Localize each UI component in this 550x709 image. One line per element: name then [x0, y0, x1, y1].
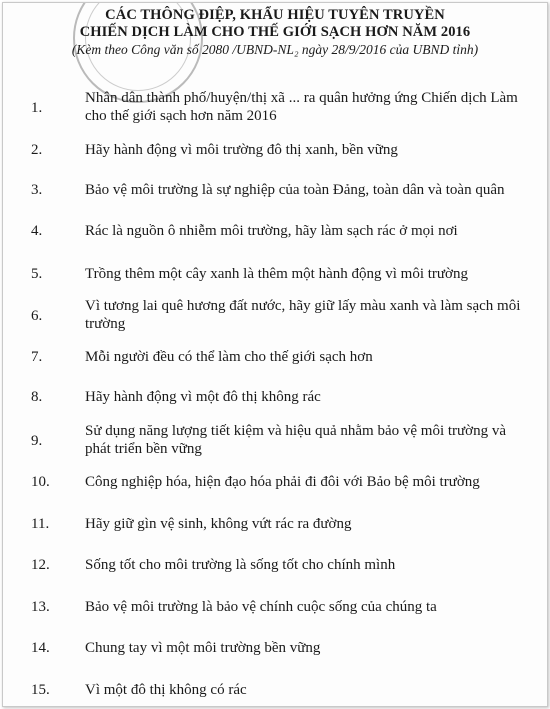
item-text: Bảo vệ môi trường là bảo vệ chính cuộc sống của chúng ta — [85, 599, 437, 615]
item-text: Trồng thêm một cây xanh là thêm một hành động vì môi trường — [85, 266, 468, 282]
item-number: 11. — [31, 516, 50, 532]
document-title-line-2: CHIẾN DỊCH LÀM CHO THẾ GIỚI SẠCH HƠN NĂM 2016 — [79, 24, 471, 40]
document-header — [3, 7, 547, 58]
item-number: 15. — [31, 682, 50, 698]
item-text: Mỗi người đều có thể làm cho thế giới sạch hơn — [85, 349, 373, 365]
item-number: 14. — [31, 640, 50, 656]
item-number: 5. — [31, 266, 43, 282]
item-number: 1. — [31, 100, 43, 116]
item-text: Hãy giữ gìn vệ sinh, không vứt rác ra đường — [85, 516, 352, 532]
item-text: Hãy hành động vì môi trường đô thị xanh, bền vững — [85, 142, 398, 158]
document-page — [2, 2, 548, 707]
item-text: Công nghiệp hóa, hiện đạo hóa phải đi đôi với Bảo bệ môi trường — [85, 474, 480, 490]
item-number: 8. — [31, 389, 43, 405]
document-title-line-1: CÁC THÔNG ĐIỆP, KHẨU HIỆU TUYÊN TRUYỀN — [105, 7, 445, 23]
item-number: 9. — [31, 433, 43, 449]
item-number: 4. — [31, 223, 43, 239]
item-number: 3. — [31, 182, 43, 198]
item-number: 10. — [31, 474, 50, 490]
item-text: Vì một đô thị không có rác — [85, 682, 247, 698]
item-text: Hãy hành động vì một đô thị không rác — [85, 389, 321, 405]
item-text: Vì tương lai quê hương đất nước, hãy giữ lấy màu xanh và làm sạch môi trường — [85, 298, 521, 332]
item-number: 6. — [31, 308, 43, 324]
item-text: Nhân dân thành phố/huyện/thị xã ... ra quân hưởng ứng Chiến dịch Làm cho thế giới sạch hơn năm 2016 — [85, 90, 518, 124]
item-number: 12. — [31, 557, 50, 573]
item-text: Rác là nguồn ô nhiễm môi trường, hãy làm sạch rác ở mọi nơi — [85, 223, 458, 239]
item-text: Sống tốt cho môi trường là sống tốt cho chính mình — [85, 557, 396, 573]
item-text: Sử dụng năng lượng tiết kiệm và hiệu quả nhằm bảo vệ môi trường và phát triển bền vững — [85, 423, 507, 457]
item-number: 2. — [31, 142, 43, 158]
item-number: 7. — [31, 349, 43, 365]
document-subtitle: (Kèm theo Công văn số 2080 /UBND-NL₂ ngày 28/9/2016 của UBND tỉnh) — [71, 42, 479, 57]
item-text: Bảo vệ môi trường là sự nghiệp của toàn Đảng, toàn dân và toàn quân — [85, 182, 505, 198]
item-text: Chung tay vì một môi trường bền vững — [85, 640, 321, 656]
item-number: 13. — [31, 599, 50, 615]
